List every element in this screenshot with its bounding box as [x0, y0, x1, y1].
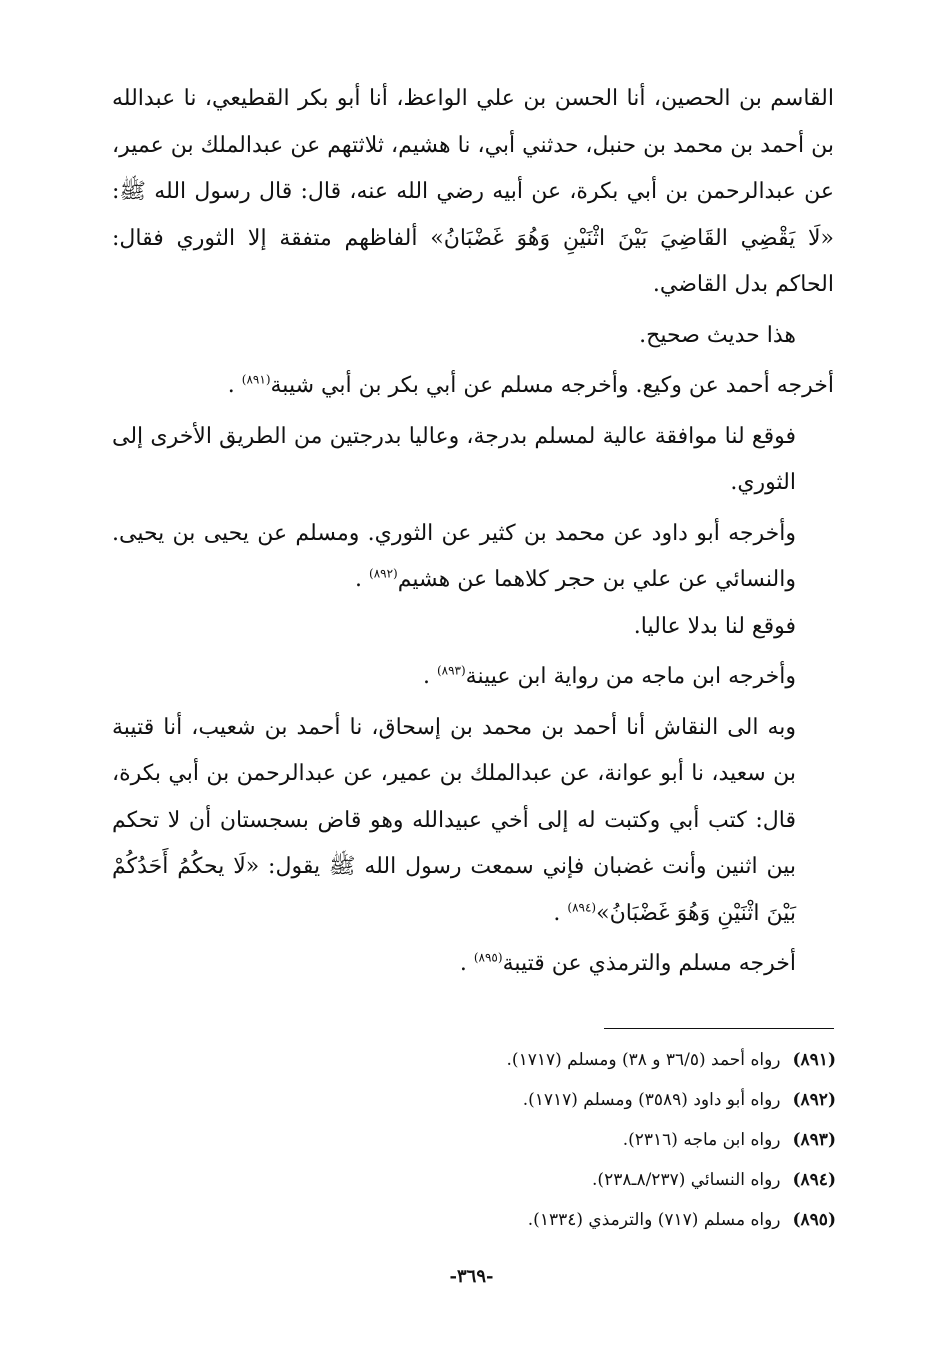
footnote-ref-894: (٨٩٤) [567, 900, 597, 915]
footnote-text: رواه أبو داود (٣٥٨٩) ومسلم (١٧١٧). [522, 1090, 781, 1110]
footnote-894 [112, 1160, 836, 1200]
takhrij-paragraph-4 [112, 941, 834, 988]
takhrij-paragraph-3 [112, 654, 834, 701]
end-mark: . [553, 900, 561, 926]
footnote-891 [112, 1040, 836, 1080]
footnote-ref-892: (٨٩٢) [369, 566, 398, 581]
footnote-text: رواه ابن ماجه (٢٣١٦). [622, 1130, 781, 1150]
takhrij-text-2: وأخرجه أبو داود عن محمد بن كثير عن الثوري. ومسلم عن يحيى بن يحيى. والنسائي عن علي بن حجر كلاهما عن هشيم [112, 520, 796, 592]
takhrij-text-3: وأخرجه ابن ماجه من رواية ابن عيينة [465, 664, 796, 689]
second-isnad-paragraph [112, 705, 834, 938]
muwafaqa-paragraph: فوقع لنا موافقة عالية لمسلم بدرجة، وعاليا بدرجتين من الطريق الأخرى إلى الثوري. [112, 423, 796, 495]
footnote-number: (٨٩٤) [792, 1170, 836, 1190]
footnote-892 [112, 1080, 836, 1120]
footnote-number: (٨٩٢) [792, 1090, 836, 1110]
footnote-893 [112, 1120, 836, 1160]
takhrij-text-4: أخرجه مسلم والترمذي عن قتيبة [502, 951, 796, 976]
footnote-text: رواه أحمد (٣٦/٥ و ٣٨) ومسلم (١٧١٧). [506, 1050, 781, 1070]
page-number: -٣٦٩- [449, 1266, 494, 1287]
end-mark: . [459, 951, 467, 976]
footnote-ref-893: (٨٩٣) [436, 663, 466, 678]
footnote-text: رواه مسلم (٧١٧) والترمذي (١٣٣٤). [527, 1210, 781, 1230]
main-text [112, 76, 834, 988]
end-mark: . [355, 567, 363, 592]
footnote-number: (٨٩٣) [792, 1130, 836, 1150]
footnotes-section [112, 1040, 836, 1240]
footnote-ref-891: (٨٩١) [241, 372, 271, 387]
end-mark: . [422, 664, 430, 689]
takhrij-text-1: أخرجه أحمد عن وكيع. وأخرجه مسلم عن أبي بكر بن أبي شيبة [270, 373, 834, 398]
footnote-number: (٨٩٥) [792, 1210, 836, 1230]
takhrij-paragraph-1 [112, 363, 834, 410]
footnote-separator [604, 1028, 834, 1029]
footnote-number: (٨٩١) [792, 1050, 836, 1070]
hadith-isnad-paragraph: القاسم بن الحصين، أنا الحسن بن علي الواعظ، أنا أبو بكر القطيعي، نا عبدالله بن أحمد بن محمد بن حنبل، حدثني أبي، نا هشيم، ثلاثتهم عن عبدالملك بن عمير، عن عبدالرحمن بن أبي بكرة، عن أبيه رضي الله عنه، قال: قال رسول الله ﷺ: «لَا يَقْضِي القَاضِيَ بَيْنَ اثْنَيْنِ وَهُوَ غَضْبَانُ» ألفاظهم متفقة إلا الثوري فقال: الحاكم بدل القاضي. [112, 86, 834, 297]
badal-paragraph: فوقع لنا بدلا عاليا. [633, 613, 796, 639]
footnote-ref-895: (٨٩٥) [473, 950, 503, 965]
takhrij-paragraph-2 [112, 511, 834, 604]
footnote-895 [112, 1200, 836, 1240]
end-mark: . [227, 373, 235, 398]
footnote-text: رواه النسائي (٨/٢٣٧ـ٢٣٨). [592, 1170, 781, 1190]
second-isnad-text: وبه الى النقاش أنا أحمد بن محمد بن إسحاق، نا أحمد بن شعيب، أنا قتيبة بن سعيد، نا أبو عوانة، عن عبدالملك بن عمير، عن عبدالرحمن بن أبي بكرة، قال: كتب أبي وكتبت له إلى أخي عبيدالله وهو قاض بسجستان أن لا تحكم بين اثنين وأنت غضبان فإني سمعت رسول الله ﷺ يقول: «لَا يحكُمُ أَحَدُكُمْ بَيْنَ اثْنَيْنِ وَهُوَ غَضْبَانُ» [112, 714, 796, 926]
grading-paragraph: هذا حديث صحيح. [639, 322, 796, 348]
